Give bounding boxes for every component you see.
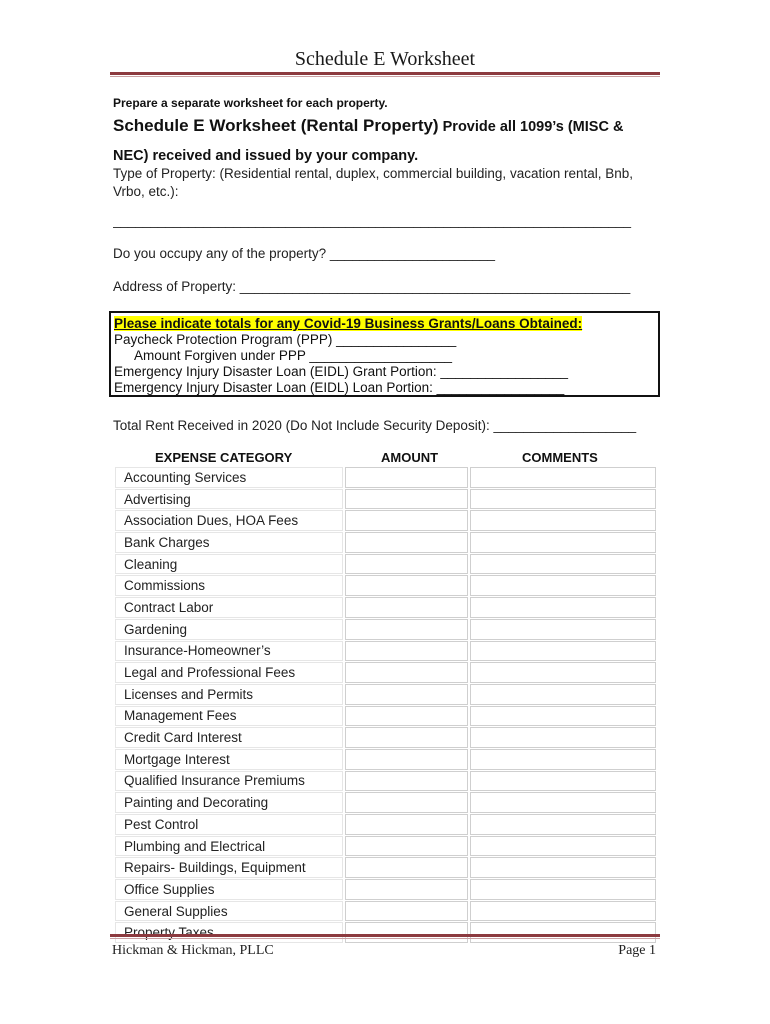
table-row (115, 857, 656, 878)
footer-page-number: Page 1 (618, 943, 656, 958)
expense-category-cell: Contract Labor (115, 597, 343, 618)
expense-category-cell: Management Fees (115, 706, 343, 727)
expense-category-cell: General Supplies (115, 901, 343, 922)
comments-input-cell[interactable] (470, 662, 656, 683)
address-field[interactable]: Address of Property: ____________________________________________________ (113, 279, 631, 294)
amount-input-cell[interactable] (345, 749, 468, 770)
expense-category-cell: Commissions (115, 575, 343, 596)
header-amount: AMOUNT (381, 450, 439, 465)
amount-input-cell[interactable] (345, 836, 468, 857)
amount-input-cell[interactable] (345, 922, 468, 943)
ppp-field[interactable]: Paycheck Protection Program (PPP) ________________ (114, 332, 457, 347)
table-row (115, 922, 656, 943)
amount-input-cell[interactable] (345, 641, 468, 662)
amount-input-cell[interactable] (345, 467, 468, 488)
expense-category-cell: Cleaning (115, 554, 343, 575)
expense-category-cell: Painting and Decorating (115, 792, 343, 813)
table-row (115, 901, 656, 922)
comments-input-cell[interactable] (470, 641, 656, 662)
table-row (115, 619, 656, 640)
amount-input-cell[interactable] (345, 597, 468, 618)
table-row (115, 532, 656, 553)
expense-category-cell: Accounting Services (115, 467, 343, 488)
expense-category-cell: Mortgage Interest (115, 749, 343, 770)
worksheet-heading (113, 112, 658, 170)
amount-input-cell[interactable] (345, 814, 468, 835)
comments-input-cell[interactable] (470, 749, 656, 770)
expense-table-body (115, 467, 656, 943)
expense-category-cell: Legal and Professional Fees (115, 662, 343, 683)
comments-input-cell[interactable] (470, 814, 656, 835)
expense-category-cell: Association Dues, HOA Fees (115, 510, 343, 531)
comments-input-cell[interactable] (470, 922, 656, 943)
comments-input-cell[interactable] (470, 684, 656, 705)
table-row (115, 879, 656, 900)
amount-input-cell[interactable] (345, 792, 468, 813)
amount-input-cell[interactable] (345, 879, 468, 900)
table-row (115, 749, 656, 770)
amount-input-cell[interactable] (345, 684, 468, 705)
comments-input-cell[interactable] (470, 575, 656, 596)
table-row (115, 662, 656, 683)
amount-input-cell[interactable] (345, 532, 468, 553)
table-row (115, 814, 656, 835)
expense-category-cell: Plumbing and Electrical (115, 836, 343, 857)
amount-input-cell[interactable] (345, 706, 468, 727)
comments-input-cell[interactable] (470, 792, 656, 813)
amount-input-cell[interactable] (345, 619, 468, 640)
comments-input-cell[interactable] (470, 901, 656, 922)
eidl-grant-field[interactable]: Emergency Injury Disaster Loan (EIDL) Grant Portion: _________________ (114, 364, 569, 379)
footer-divider (110, 934, 660, 939)
comments-input-cell[interactable] (470, 489, 656, 510)
table-row (115, 792, 656, 813)
amount-input-cell[interactable] (345, 575, 468, 596)
expense-category-cell: Qualified Insurance Premiums (115, 771, 343, 792)
expense-table (113, 466, 658, 944)
total-rent-field[interactable]: Total Rent Received in 2020 (Do Not Include Security Deposit): ___________________ (113, 418, 637, 433)
expense-category-cell: Advertising (115, 489, 343, 510)
heading-rest: Provide all 1099’s (MISC & NEC) received and issued by your company. (113, 119, 624, 164)
comments-input-cell[interactable] (470, 532, 656, 553)
table-row (115, 489, 656, 510)
expense-category-cell: Property Taxes (115, 922, 343, 943)
footer-firm-name: Hickman & Hickman, PLLC (112, 943, 274, 958)
comments-input-cell[interactable] (470, 554, 656, 575)
expense-category-cell: Pest Control (115, 814, 343, 835)
comments-input-cell[interactable] (470, 879, 656, 900)
table-row (115, 641, 656, 662)
amount-input-cell[interactable] (345, 857, 468, 878)
comments-input-cell[interactable] (470, 836, 656, 857)
comments-input-cell[interactable] (470, 510, 656, 531)
amount-input-cell[interactable] (345, 510, 468, 531)
header-divider (110, 72, 660, 77)
table-row (115, 771, 656, 792)
type-of-property-field[interactable]: _____________________________________________________________________ (113, 213, 632, 228)
table-row (115, 727, 656, 748)
type-of-property-label: Type of Property: (Residential rental, duplex, commercial building, vacation rental, Bnb, Vrbo, etc.): (113, 166, 634, 199)
expense-category-cell: Bank Charges (115, 532, 343, 553)
expense-category-cell: Gardening (115, 619, 343, 640)
expense-category-cell: Credit Card Interest (115, 727, 343, 748)
comments-input-cell[interactable] (470, 706, 656, 727)
amount-input-cell[interactable] (345, 901, 468, 922)
amount-input-cell[interactable] (345, 727, 468, 748)
expense-category-cell: Office Supplies (115, 879, 343, 900)
page-title: Schedule E Worksheet (294, 48, 476, 70)
expense-category-cell: Licenses and Permits (115, 684, 343, 705)
amount-input-cell[interactable] (345, 662, 468, 683)
header-expense-category: EXPENSE CATEGORY (155, 450, 293, 465)
comments-input-cell[interactable] (470, 619, 656, 640)
table-row (115, 684, 656, 705)
covid-title: Please indicate totals for any Covid-19 Business Grants/Loans Obtained: (114, 316, 583, 331)
comments-input-cell[interactable] (470, 857, 656, 878)
table-row (115, 836, 656, 857)
covid-grants-box (109, 311, 660, 397)
amount-input-cell[interactable] (345, 489, 468, 510)
table-row (115, 467, 656, 488)
comments-input-cell[interactable] (470, 727, 656, 748)
amount-input-cell[interactable] (345, 554, 468, 575)
heading-main: Schedule E Worksheet (Rental Property) (113, 116, 439, 135)
comments-input-cell[interactable] (470, 771, 656, 792)
header-comments: COMMENTS (522, 450, 598, 465)
comments-input-cell[interactable] (470, 597, 656, 618)
ppp-forgiven-field[interactable]: Amount Forgiven under PPP ___________________ (134, 348, 453, 363)
comments-input-cell[interactable] (470, 467, 656, 488)
amount-input-cell[interactable] (345, 771, 468, 792)
table-row (115, 510, 656, 531)
table-row (115, 554, 656, 575)
table-row (115, 706, 656, 727)
table-row (115, 575, 656, 596)
table-row (115, 597, 656, 618)
expense-category-cell: Insurance-Homeowner’s (115, 641, 343, 662)
occupy-property-field[interactable]: Do you occupy any of the property? ______________________ (113, 246, 496, 261)
expense-category-cell: Repairs- Buildings, Equipment (115, 857, 343, 878)
instruction-text: Prepare a separate worksheet for each property. (113, 96, 388, 110)
eidl-loan-field[interactable]: Emergency Injury Disaster Loan (EIDL) Loan Portion: _________________ (114, 380, 565, 395)
